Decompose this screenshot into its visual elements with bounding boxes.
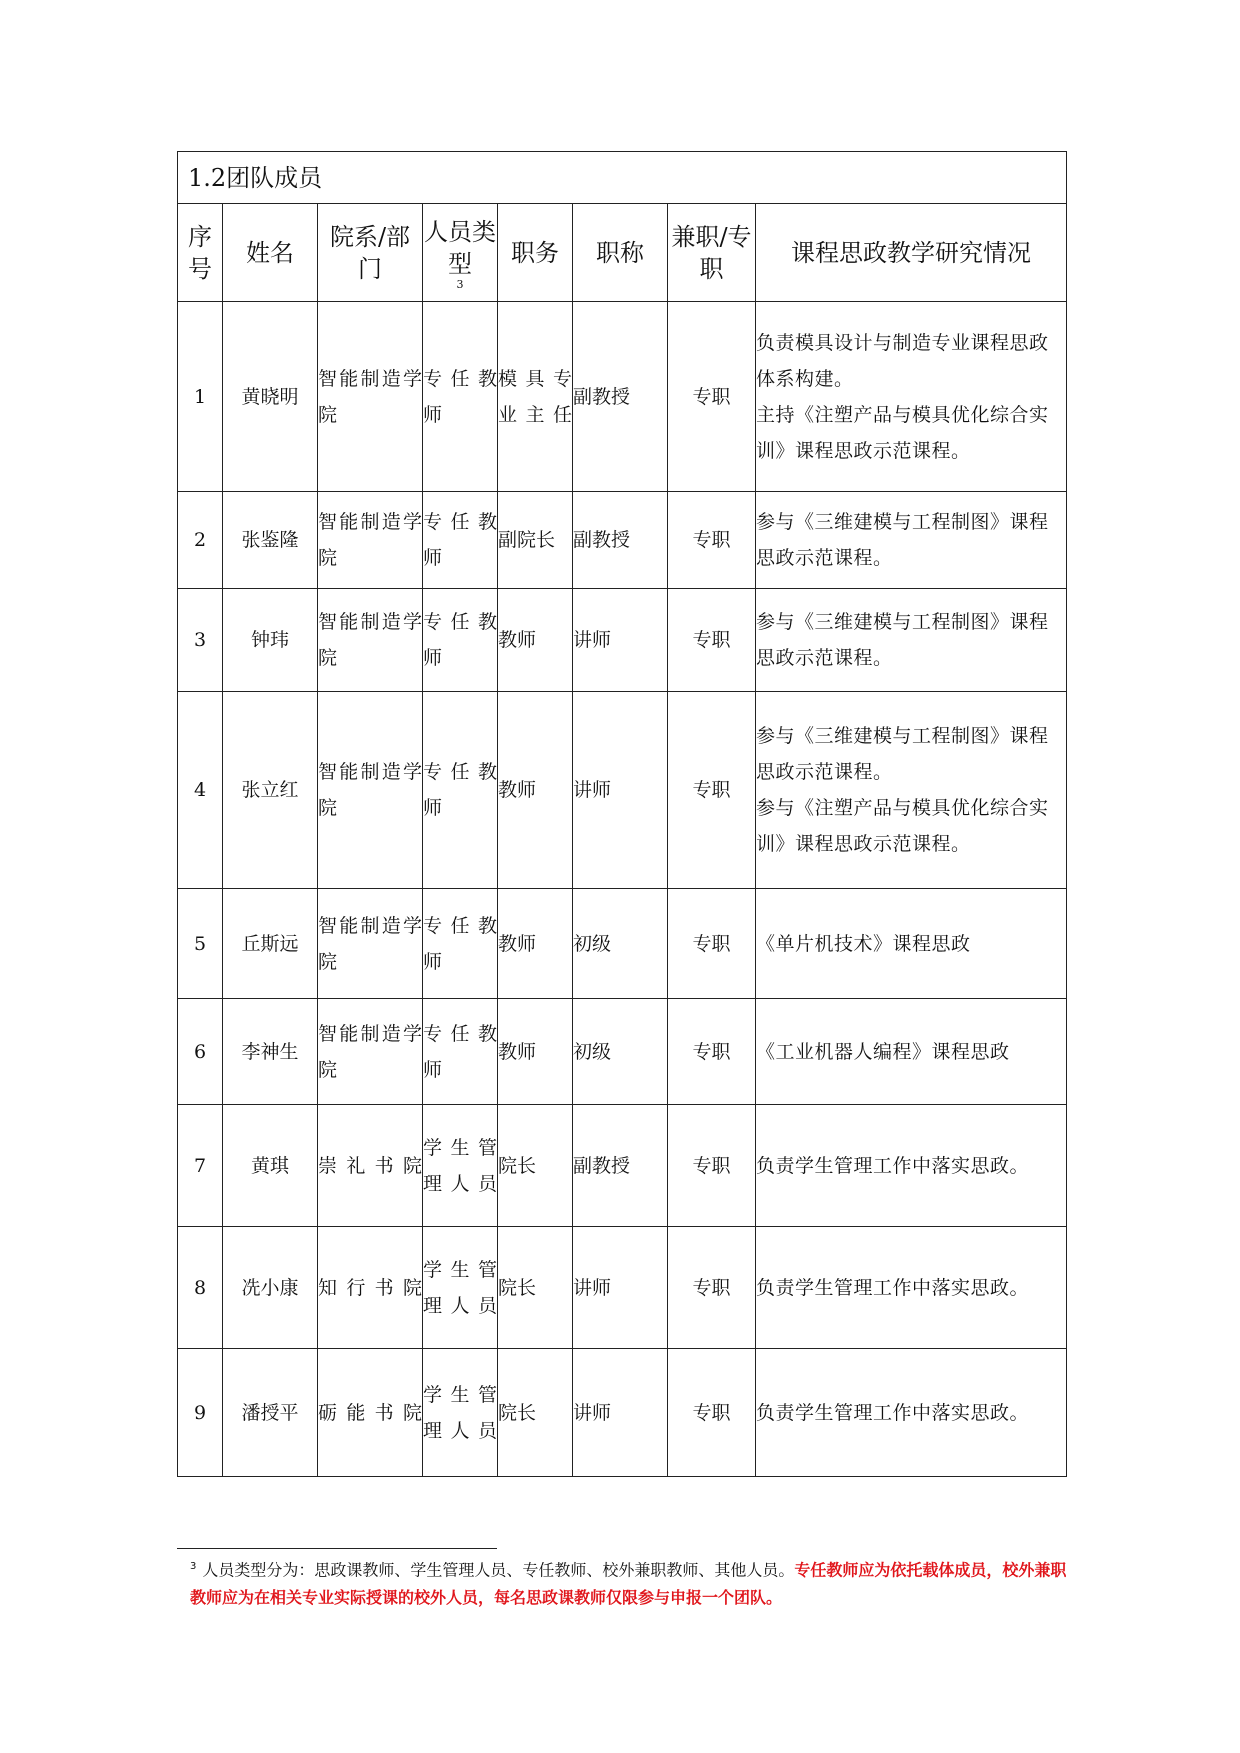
member-seq: 7 bbox=[178, 1105, 223, 1227]
member-dept: 智能制造学院 bbox=[318, 589, 423, 692]
member-seq: 2 bbox=[178, 492, 223, 589]
member-title: 初级 bbox=[573, 999, 668, 1105]
member-seq: 9 bbox=[178, 1349, 223, 1477]
member-name: 潘授平 bbox=[223, 1349, 318, 1477]
footnote-divider bbox=[177, 1548, 497, 1549]
member-seq: 3 bbox=[178, 589, 223, 692]
member-type: 专任教师 bbox=[423, 589, 498, 692]
member-parttime: 专职 bbox=[668, 492, 756, 589]
member-dept: 智能制造学院 bbox=[318, 999, 423, 1105]
header-type-footnote-mark: 3 bbox=[456, 277, 464, 291]
member-research: 负责学生管理工作中落实思政。 bbox=[756, 1349, 1067, 1477]
member-parttime: 专职 bbox=[668, 692, 756, 889]
member-title: 副教授 bbox=[573, 492, 668, 589]
member-title: 初级 bbox=[573, 889, 668, 999]
table-row bbox=[178, 302, 1067, 492]
member-name: 黄琪 bbox=[223, 1105, 318, 1227]
member-parttime: 专职 bbox=[668, 1227, 756, 1349]
member-rows bbox=[178, 302, 1067, 1477]
table-row bbox=[178, 999, 1067, 1105]
table-row bbox=[178, 1227, 1067, 1349]
footnote-text: 人员类型分为：思政课教师、学生管理人员、专任教师、校外兼职教师、其他人员。 bbox=[202, 1560, 795, 1580]
table-row bbox=[178, 1105, 1067, 1227]
header-seq: 序号 bbox=[178, 204, 223, 302]
member-title: 副教授 bbox=[573, 302, 668, 492]
member-research: 负责模具设计与制造专业课程思政体系构建。 主持《注塑产品与模具优化综合实训》课程思政示范课程。 bbox=[756, 302, 1067, 492]
member-type: 专任教师 bbox=[423, 999, 498, 1105]
table-row bbox=[178, 492, 1067, 589]
member-type: 专任教师 bbox=[423, 692, 498, 889]
member-parttime: 专职 bbox=[668, 589, 756, 692]
member-position: 院长 bbox=[498, 1227, 573, 1349]
member-position: 院长 bbox=[498, 1349, 573, 1477]
header-position: 职务 bbox=[498, 204, 573, 302]
member-type: 专任教师 bbox=[423, 302, 498, 492]
member-dept: 智能制造学院 bbox=[318, 302, 423, 492]
member-position: 教师 bbox=[498, 889, 573, 999]
footnote bbox=[190, 1553, 1070, 1612]
member-dept: 砺能书院 bbox=[318, 1349, 423, 1477]
member-parttime: 专职 bbox=[668, 302, 756, 492]
member-research: 参与《三维建模与工程制图》课程思政示范课程。 bbox=[756, 589, 1067, 692]
member-research: 参与《三维建模与工程制图》课程思政示范课程。 bbox=[756, 492, 1067, 589]
member-name: 李神生 bbox=[223, 999, 318, 1105]
header-type bbox=[423, 204, 498, 302]
member-position: 模具专业主任 bbox=[498, 302, 573, 492]
member-seq: 4 bbox=[178, 692, 223, 889]
team-members-table bbox=[177, 151, 1067, 1477]
member-type: 专任教师 bbox=[423, 889, 498, 999]
header-name: 姓名 bbox=[223, 204, 318, 302]
member-name: 张鉴隆 bbox=[223, 492, 318, 589]
header-title: 职称 bbox=[573, 204, 668, 302]
member-title: 讲师 bbox=[573, 1349, 668, 1477]
member-dept: 崇礼书院 bbox=[318, 1105, 423, 1227]
table-header-row bbox=[178, 204, 1067, 302]
member-dept: 智能制造学院 bbox=[318, 492, 423, 589]
member-type: 专任教师 bbox=[423, 492, 498, 589]
member-position: 教师 bbox=[498, 999, 573, 1105]
member-title: 讲师 bbox=[573, 589, 668, 692]
member-seq: 6 bbox=[178, 999, 223, 1105]
member-dept: 知行书院 bbox=[318, 1227, 423, 1349]
member-type: 学生管理人员 bbox=[423, 1349, 498, 1477]
footnote-emphasis: 专任教师应为依托载体成员，校外兼职教师应为在相关专业实际授课的校外人员，每名思政课教师仅限参与申报一个团队。 bbox=[190, 1560, 1067, 1608]
header-dept: 院系/部门 bbox=[318, 204, 423, 302]
footnote-mark: 3 bbox=[190, 1561, 197, 1572]
member-position: 教师 bbox=[498, 589, 573, 692]
member-seq: 8 bbox=[178, 1227, 223, 1349]
member-title: 讲师 bbox=[573, 1227, 668, 1349]
member-dept: 智能制造学院 bbox=[318, 692, 423, 889]
table-row bbox=[178, 1349, 1067, 1477]
member-name: 钟玮 bbox=[223, 589, 318, 692]
member-seq: 1 bbox=[178, 302, 223, 492]
member-name: 黄晓明 bbox=[223, 302, 318, 492]
member-position: 副院长 bbox=[498, 492, 573, 589]
table-row bbox=[178, 692, 1067, 889]
member-research: 参与《三维建模与工程制图》课程思政示范课程。 参与《注塑产品与模具优化综合实训》课程思政示范课程。 bbox=[756, 692, 1067, 889]
table-row bbox=[178, 589, 1067, 692]
member-dept: 智能制造学院 bbox=[318, 889, 423, 999]
member-seq: 5 bbox=[178, 889, 223, 999]
member-parttime: 专职 bbox=[668, 1105, 756, 1227]
member-name: 冼小康 bbox=[223, 1227, 318, 1349]
member-research: 《工业机器人编程》课程思政 bbox=[756, 999, 1067, 1105]
section-title: 1.2团队成员 bbox=[178, 152, 1067, 204]
member-parttime: 专职 bbox=[668, 999, 756, 1105]
member-research: 负责学生管理工作中落实思政。 bbox=[756, 1105, 1067, 1227]
member-parttime: 专职 bbox=[668, 1349, 756, 1477]
header-parttime: 兼职/专职 bbox=[668, 204, 756, 302]
member-title: 副教授 bbox=[573, 1105, 668, 1227]
member-type: 学生管理人员 bbox=[423, 1105, 498, 1227]
member-position: 教师 bbox=[498, 692, 573, 889]
member-research: 负责学生管理工作中落实思政。 bbox=[756, 1227, 1067, 1349]
member-research: 《单片机技术》课程思政 bbox=[756, 889, 1067, 999]
member-name: 张立红 bbox=[223, 692, 318, 889]
member-position: 院长 bbox=[498, 1105, 573, 1227]
member-parttime: 专职 bbox=[668, 889, 756, 999]
header-type-label: 人员类型 bbox=[424, 217, 496, 278]
member-title: 讲师 bbox=[573, 692, 668, 889]
header-research: 课程思政教学研究情况 bbox=[756, 204, 1067, 302]
member-type: 学生管理人员 bbox=[423, 1227, 498, 1349]
member-name: 丘斯远 bbox=[223, 889, 318, 999]
table-row bbox=[178, 889, 1067, 999]
